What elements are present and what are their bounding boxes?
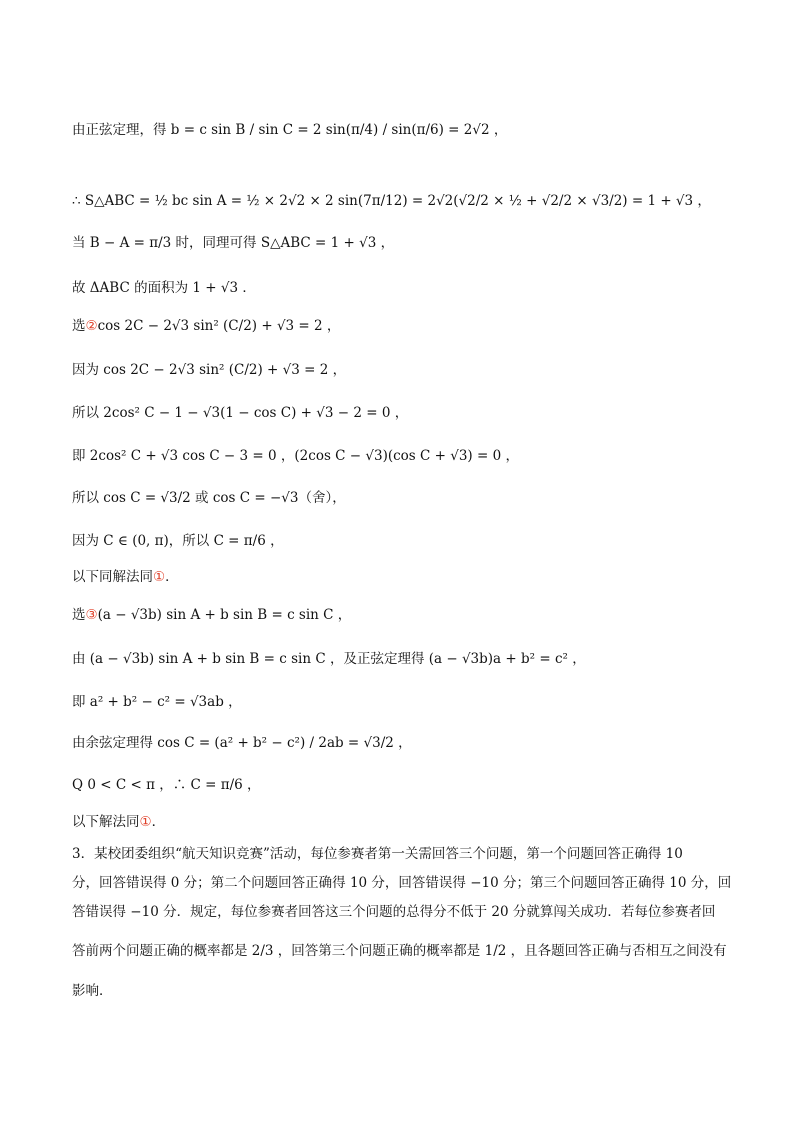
line-choose-3 (72, 607, 734, 623)
line-relation (72, 694, 734, 710)
line-same-method-1 (72, 569, 734, 585)
line-text: ∴ S△ABC = ½ bc sin A = ½ × 2√2 × 2 sin(7π/12) = 2√2(√2/2 × ½ + √2/2 × √3/2) = 1 + √3 ， (72, 193, 711, 209)
line-text: cos 2C − 2√3 sin² (C/2) + √3 = 2 ， (97, 318, 341, 334)
line-text: 即 a² + b² − c² = √3ab ， (72, 694, 242, 710)
problem-3-row: 答错误得 −10 分．规定，每位参赛者回答这三个问题的总得分不低于 20 分就算闯关成功．若每位参赛者回 (72, 904, 716, 920)
problem-3-row: 答前两个问题正确的概率都是 2/3 ，回答第三个问题正确的概率都是 1/2 ，且各题回答正确与否相互之间没有 (72, 943, 727, 959)
line-text: ． (151, 814, 166, 830)
line-text: 所以 cos C = √3/2 或 cos C = −√3（舍）， (72, 490, 346, 506)
line-text: 因为 C ∈ (0, π)，所以 C = π/6 ， (72, 533, 284, 549)
line-prefix: 以下同解法同 (72, 569, 153, 585)
line-text: 因为 cos 2C − 2√3 sin² (C/2) + √3 = 2 ， (72, 362, 347, 378)
line-so (72, 405, 734, 421)
line-text: 即 2cos² C + √3 cos C − 3 = 0 ，(2cos C − √3)(cos C + √3) = 0 ， (72, 448, 519, 464)
problem-3-row: 影响． (72, 983, 113, 999)
line-area-formula (72, 193, 734, 209)
line-sine-rule (72, 122, 734, 138)
line-text: ． (165, 569, 179, 585)
circled-marker: ③ (85, 607, 98, 623)
circled-marker: ② (85, 318, 98, 334)
line-text: 由余弦定理得 cos C = (a² + b² − c²) / 2ab = √3/2 ， (72, 735, 412, 751)
circled-marker: ① (153, 569, 166, 585)
line-text: 由正弦定理，得 b = c sin B / sin C = 2 sin(π/4) / sin(π/6) = 2√2 ， (72, 122, 508, 138)
line-text: Q 0 < C < π ，∴ C = π/6 ， (72, 777, 261, 793)
line-because (72, 362, 734, 378)
problem-3-row: 分，回答错误得 0 分；第二个问题回答正确得 10 分，回答错误得 −10 分；第三个问题回答正确得 10 分，回 (72, 875, 732, 891)
problem-3-row: 3．某校团委组织“航天知识竞赛”活动，每位参赛者第一关需回答三个问题，第一个问题回答正确得 10 (72, 846, 683, 862)
line-text: 当 B − A = π/3 时，同理可得 S△ABC = 1 + √3 ， (72, 235, 395, 251)
line-text: 由 (a − √3b) sin A + b sin B = c sin C ，及正弦定理得 (a − √3b)a + b² = c² ， (72, 651, 586, 667)
line-same-method-2 (72, 814, 734, 830)
line-factor (72, 448, 734, 464)
line-text: 故 ΔABC 的面积为 1 + √3 ． (72, 280, 256, 296)
line-choose-2 (72, 318, 734, 334)
line-prefix: 选 (72, 607, 86, 623)
line-area-result (72, 280, 734, 296)
line-cosine-rule (72, 735, 734, 751)
line-similarly (72, 235, 734, 251)
line-prefix: 选 (72, 318, 86, 334)
line-range (72, 777, 734, 793)
circled-marker: ① (139, 814, 152, 830)
line-text: 所以 2cos² C − 1 − √3(1 − cos C) + √3 − 2 = 0 ， (72, 405, 409, 421)
line-from-sine-rule (72, 651, 734, 667)
line-cos-result (72, 490, 734, 506)
line-prefix: 以下解法同 (72, 814, 140, 830)
line-c-value (72, 533, 734, 549)
line-text: (a − √3b) sin A + b sin B = c sin C ， (97, 607, 352, 623)
